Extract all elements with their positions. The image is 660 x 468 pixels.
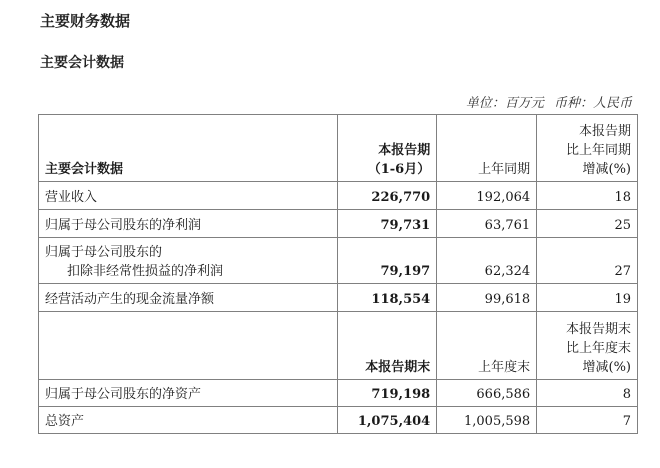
row-label: 总资产 — [39, 407, 338, 434]
header-line: （1-6月） — [367, 162, 431, 177]
table-row — [39, 182, 638, 210]
row-label-line: 归属于母公司股东的 — [45, 245, 163, 260]
header-line: 本报告期 — [578, 124, 631, 139]
row-current: 118,554 — [338, 284, 437, 312]
header-line: 比上年度末 — [565, 341, 631, 356]
row-current: 719,198 — [338, 380, 437, 407]
header-current-period — [338, 115, 437, 182]
row-label: 归属于母公司股东的净利润 — [39, 210, 338, 238]
header-line: 增减(%) — [582, 162, 631, 177]
row-label — [39, 238, 338, 284]
row-prior: 63,761 — [437, 210, 537, 238]
header-prior-period: 上年同期 — [437, 115, 537, 182]
table-row — [39, 380, 638, 407]
header-label — [39, 312, 338, 380]
row-label: 营业收入 — [39, 182, 338, 210]
financial-data-table — [38, 114, 638, 434]
row-prior: 62,324 — [437, 238, 537, 284]
table-row — [39, 407, 638, 434]
subsection-title: 主要会计数据 — [40, 55, 124, 71]
header-change — [537, 312, 638, 380]
header-change — [537, 115, 638, 182]
row-change: 18 — [537, 182, 638, 210]
row-prior: 99,618 — [437, 284, 537, 312]
header-line: 增减(%) — [582, 360, 631, 375]
row-change: 27 — [537, 238, 638, 284]
section-title: 主要财务数据 — [40, 12, 131, 30]
row-change: 19 — [537, 284, 638, 312]
header-prior-year-end: 上年度末 — [437, 312, 537, 380]
table-row — [39, 238, 638, 284]
row-current: 79,197 — [338, 238, 437, 284]
header-line: 比上年同期 — [565, 143, 631, 158]
row-prior: 192,064 — [437, 182, 537, 210]
row-label-line: 扣除非经常性损益的净利润 — [67, 264, 224, 279]
header-line: 本报告期 — [378, 143, 431, 158]
header-label: 主要会计数据 — [39, 115, 338, 182]
row-current: 1,075,404 — [338, 407, 437, 434]
header-line: 本报告期末 — [565, 322, 631, 337]
row-prior: 1,005,598 — [437, 407, 537, 434]
row-change: 7 — [537, 407, 638, 434]
row-change: 25 — [537, 210, 638, 238]
row-label: 归属于母公司股东的净资产 — [39, 380, 338, 407]
table-row — [39, 284, 638, 312]
table-header-row — [39, 312, 638, 380]
table-header-row — [39, 115, 638, 182]
row-prior: 666,586 — [437, 380, 537, 407]
table-row — [39, 210, 638, 238]
row-change: 8 — [537, 380, 638, 407]
row-current: 226,770 — [338, 182, 437, 210]
row-label: 经营活动产生的现金流量净额 — [39, 284, 338, 312]
unit-note: 单位：百万元 币种：人民币 — [465, 96, 632, 111]
row-current: 79,731 — [338, 210, 437, 238]
header-period-end: 本报告期末 — [338, 312, 437, 380]
